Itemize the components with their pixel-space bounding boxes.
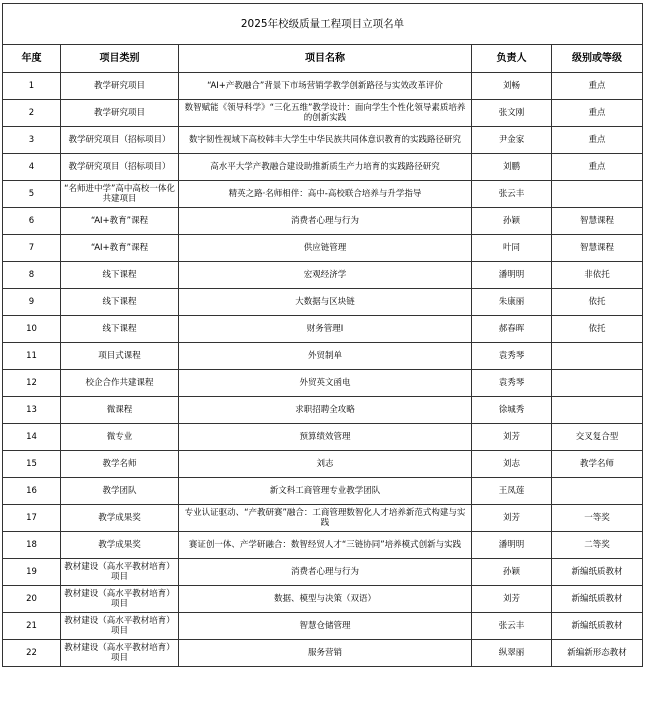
cell-project-name: 数字韧性视域下高校韩丰大学生中华民族共同体意识教育的实践路径研究 — [179, 127, 472, 154]
cell-project-name: 服务营销 — [179, 640, 472, 667]
cell-level: 新编纸质教材 — [552, 559, 643, 586]
cell-year: 7 — [3, 235, 61, 262]
cell-level: 交叉复合型 — [552, 424, 643, 451]
cell-lead: 张文刚 — [472, 100, 552, 127]
cell-year: 18 — [3, 532, 61, 559]
cell-year: 15 — [3, 451, 61, 478]
table-row — [3, 505, 643, 532]
cell-year: 14 — [3, 424, 61, 451]
cell-year: 11 — [3, 343, 61, 370]
cell-lead: 潘明明 — [472, 262, 552, 289]
cell-project-name: 专业认证驱动、“产教研赛”融合：工商管理数智化人才培养新范式构建与实践 — [179, 505, 472, 532]
cell-lead: 郝春晖 — [472, 316, 552, 343]
cell-project-name: 财务管理I — [179, 316, 472, 343]
cell-level: 重点 — [552, 73, 643, 100]
cell-level: 智慧课程 — [552, 235, 643, 262]
header-year: 年度 — [3, 45, 61, 73]
table-title: 2025年校级质量工程项目立项名单 — [3, 4, 643, 45]
cell-lead: 叶同 — [472, 235, 552, 262]
cell-year: 17 — [3, 505, 61, 532]
table-row — [3, 613, 643, 640]
cell-category: 教学团队 — [61, 478, 179, 505]
cell-project-name: 刘志 — [179, 451, 472, 478]
cell-lead: 张云丰 — [472, 181, 552, 208]
table-row — [3, 289, 643, 316]
table-row — [3, 262, 643, 289]
cell-year: 22 — [3, 640, 61, 667]
cell-level: 重点 — [552, 127, 643, 154]
cell-level: 二等奖 — [552, 532, 643, 559]
table-row — [3, 181, 643, 208]
cell-level — [552, 343, 643, 370]
header-project-name: 项目名称 — [179, 45, 472, 73]
cell-project-name: 精英之路·名师相伴：高中-高校联合培养与升学指导 — [179, 181, 472, 208]
cell-year: 19 — [3, 559, 61, 586]
cell-category: 线下课程 — [61, 262, 179, 289]
table-row — [3, 208, 643, 235]
cell-category: 微专业 — [61, 424, 179, 451]
cell-lead: 尹金家 — [472, 127, 552, 154]
header-category: 项目类别 — [61, 45, 179, 73]
cell-category: 微课程 — [61, 397, 179, 424]
cell-project-name: 数智赋能《领导科学》“三化五维”教学设计：面向学生个性化领导素质培养的创新实践 — [179, 100, 472, 127]
title-row — [3, 4, 643, 45]
cell-level: 非依托 — [552, 262, 643, 289]
cell-project-name: 求职招聘全攻略 — [179, 397, 472, 424]
cell-category: 教材建设（高水平教材培育）项目 — [61, 559, 179, 586]
cell-project-name: 供应链管理 — [179, 235, 472, 262]
cell-lead: 孙颖 — [472, 559, 552, 586]
cell-level: 一等奖 — [552, 505, 643, 532]
cell-category: “AI+教育”课程 — [61, 208, 179, 235]
cell-level — [552, 397, 643, 424]
cell-lead: 刘畅 — [472, 73, 552, 100]
cell-category: 教学成果奖 — [61, 505, 179, 532]
table-row — [3, 316, 643, 343]
cell-level — [552, 370, 643, 397]
cell-category: 校企合作共建课程 — [61, 370, 179, 397]
cell-category: 教学名师 — [61, 451, 179, 478]
table-row — [3, 397, 643, 424]
cell-level: 教学名师 — [552, 451, 643, 478]
cell-project-name: “AI+产教融合”背景下市场营销学教学创新路径与实效改革评价 — [179, 73, 472, 100]
cell-level: 依托 — [552, 289, 643, 316]
header-lead: 负责人 — [472, 45, 552, 73]
cell-lead: 刘芳 — [472, 505, 552, 532]
cell-project-name: 数据、模型与决策（双语） — [179, 586, 472, 613]
cell-project-name: 外贸制单 — [179, 343, 472, 370]
table-row — [3, 235, 643, 262]
cell-project-name: 智慧仓储管理 — [179, 613, 472, 640]
cell-lead: 刘志 — [472, 451, 552, 478]
cell-lead: 刘芳 — [472, 586, 552, 613]
cell-category: 项目式课程 — [61, 343, 179, 370]
cell-level: 新编新形态教材 — [552, 640, 643, 667]
cell-lead: 纵翠丽 — [472, 640, 552, 667]
table-row — [3, 586, 643, 613]
cell-level — [552, 478, 643, 505]
table-row — [3, 478, 643, 505]
cell-category: 教学成果奖 — [61, 532, 179, 559]
cell-lead: 朱康丽 — [472, 289, 552, 316]
cell-category: “名师进中学”高中高校一体化共建项目 — [61, 181, 179, 208]
cell-category: 教材建设（高水平教材培育）项目 — [61, 613, 179, 640]
cell-level: 智慧课程 — [552, 208, 643, 235]
cell-category: 教材建设（高水平教材培育）项目 — [61, 640, 179, 667]
header-level: 级别或等级 — [552, 45, 643, 73]
cell-project-name: 高水平大学产教融合建设助推新质生产力培育的实践路径研究 — [179, 154, 472, 181]
cell-project-name: 预算绩效管理 — [179, 424, 472, 451]
table-row — [3, 532, 643, 559]
table-row — [3, 73, 643, 100]
cell-year: 6 — [3, 208, 61, 235]
cell-level: 重点 — [552, 154, 643, 181]
cell-lead: 袁秀琴 — [472, 343, 552, 370]
cell-level: 重点 — [552, 100, 643, 127]
cell-lead: 孙颖 — [472, 208, 552, 235]
cell-project-name: 消费者心理与行为 — [179, 559, 472, 586]
cell-category: 教材建设（高水平教材培育）项目 — [61, 586, 179, 613]
table-row — [3, 100, 643, 127]
cell-category: 线下课程 — [61, 316, 179, 343]
cell-year: 8 — [3, 262, 61, 289]
cell-category: 线下课程 — [61, 289, 179, 316]
cell-level — [552, 181, 643, 208]
cell-year: 4 — [3, 154, 61, 181]
cell-year: 2 — [3, 100, 61, 127]
cell-category: 教学研究项目（招标项目） — [61, 127, 179, 154]
cell-year: 20 — [3, 586, 61, 613]
cell-lead: 徐城秀 — [472, 397, 552, 424]
cell-year: 13 — [3, 397, 61, 424]
cell-lead: 袁秀琴 — [472, 370, 552, 397]
cell-level: 新编纸质教材 — [552, 613, 643, 640]
cell-lead: 张云丰 — [472, 613, 552, 640]
cell-lead: 刘芳 — [472, 424, 552, 451]
project-list-table — [2, 3, 643, 667]
cell-year: 16 — [3, 478, 61, 505]
table-row — [3, 640, 643, 667]
cell-project-name: 大数据与区块链 — [179, 289, 472, 316]
cell-year: 9 — [3, 289, 61, 316]
cell-project-name: 外贸英文函电 — [179, 370, 472, 397]
cell-year: 21 — [3, 613, 61, 640]
table-row — [3, 370, 643, 397]
cell-category: 教学研究项目（招标项目） — [61, 154, 179, 181]
cell-category: 教学研究项目 — [61, 73, 179, 100]
cell-year: 5 — [3, 181, 61, 208]
table-row — [3, 343, 643, 370]
cell-project-name: 赛证创一体、产学研融合：数智经贸人才“三链协同”培养模式创新与实践 — [179, 532, 472, 559]
cell-lead: 潘明明 — [472, 532, 552, 559]
cell-level: 依托 — [552, 316, 643, 343]
cell-project-name: 消费者心理与行为 — [179, 208, 472, 235]
cell-lead: 王凤莲 — [472, 478, 552, 505]
header-row — [3, 45, 643, 73]
cell-year: 10 — [3, 316, 61, 343]
table-row — [3, 154, 643, 181]
cell-year: 3 — [3, 127, 61, 154]
cell-project-name: 宏观经济学 — [179, 262, 472, 289]
cell-lead: 刘鹏 — [472, 154, 552, 181]
cell-year: 12 — [3, 370, 61, 397]
cell-year: 1 — [3, 73, 61, 100]
cell-category: “AI+教育”课程 — [61, 235, 179, 262]
table-row — [3, 451, 643, 478]
cell-category: 教学研究项目 — [61, 100, 179, 127]
cell-project-name: 新文科工商管理专业教学团队 — [179, 478, 472, 505]
table-row — [3, 559, 643, 586]
cell-level: 新编纸质教材 — [552, 586, 643, 613]
table-row — [3, 127, 643, 154]
table-row — [3, 424, 643, 451]
